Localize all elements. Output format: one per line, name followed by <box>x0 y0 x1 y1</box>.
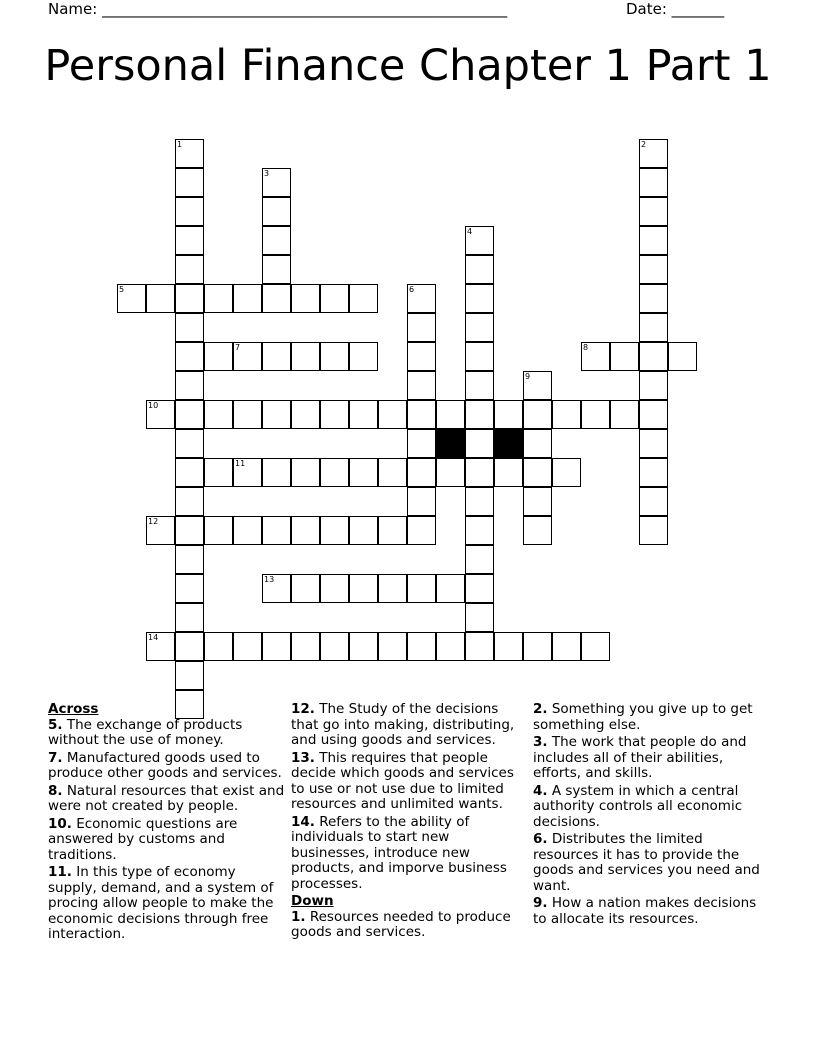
crossword-cell[interactable] <box>349 632 378 661</box>
clue-down-9 <box>533 896 771 927</box>
crossword-cell[interactable] <box>117 284 146 313</box>
crossword-cell[interactable] <box>349 458 378 487</box>
crossword-cell[interactable] <box>262 400 291 429</box>
crossword-cell[interactable] <box>175 168 204 197</box>
crossword-cell[interactable] <box>465 603 494 632</box>
crossword-cell[interactable] <box>552 458 581 487</box>
crossword-cell[interactable] <box>175 197 204 226</box>
crossword-cell[interactable] <box>639 429 668 458</box>
crossword-cell[interactable] <box>465 255 494 284</box>
clue-across-7 <box>48 751 286 782</box>
crossword-cell[interactable] <box>349 284 378 313</box>
clue-number: 5. <box>48 716 63 733</box>
crossword-cell[interactable] <box>639 255 668 284</box>
black-cell <box>494 429 523 458</box>
cell-number: 2 <box>641 140 647 149</box>
crossword-cell[interactable] <box>175 400 204 429</box>
page-title: Personal Finance Chapter 1 Part 1 <box>44 41 772 91</box>
cell-number: 8 <box>583 343 589 352</box>
crossword-cell[interactable] <box>407 487 436 516</box>
crossword-cell[interactable] <box>320 400 349 429</box>
clue-text: Manufactured goods used to produce other goods and services. <box>48 749 282 781</box>
crossword-cell[interactable] <box>233 516 262 545</box>
crossword-cell[interactable] <box>262 197 291 226</box>
crossword-cell[interactable] <box>349 516 378 545</box>
crossword-cell[interactable] <box>291 516 320 545</box>
crossword-cell[interactable] <box>262 168 291 197</box>
crossword-cell[interactable] <box>581 400 610 429</box>
black-cell <box>436 429 465 458</box>
crossword-cell[interactable] <box>175 487 204 516</box>
clue-text: How a nation makes decisions to allocate its resources. <box>533 895 757 927</box>
clue-text: This requires that people decide which goods and services to use or not use due to limited resources and unlimited wants. <box>291 749 514 812</box>
clue-number: 6. <box>533 831 548 847</box>
crossword-cell[interactable] <box>204 516 233 545</box>
crossword-cell[interactable] <box>175 284 204 313</box>
crossword-cell[interactable] <box>204 632 233 661</box>
date-field-label[interactable]: Date: _______ <box>626 0 725 18</box>
crossword-cell[interactable] <box>639 284 668 313</box>
crossword-cell[interactable] <box>349 400 378 429</box>
clue-across-13 <box>291 751 529 813</box>
cell-number: 9 <box>525 372 531 381</box>
crossword-cell[interactable] <box>668 342 697 371</box>
clue-across-14 <box>291 815 529 893</box>
crossword-cell[interactable] <box>175 313 204 342</box>
crossword-cell[interactable] <box>465 400 494 429</box>
crossword-cell[interactable] <box>349 342 378 371</box>
clue-down-3 <box>533 735 771 782</box>
crossword-cell[interactable] <box>175 574 204 603</box>
crossword-cell[interactable] <box>175 603 204 632</box>
cell-number: 14 <box>148 633 159 642</box>
crossword-cell[interactable] <box>523 632 552 661</box>
clues-column-1 <box>48 702 286 945</box>
crossword-cell[interactable] <box>639 342 668 371</box>
clue-text: The Study of the decisions that go into making, distributing, and using goods and services. <box>291 701 515 748</box>
clue-text: Economic questions are answered by customs and traditions. <box>48 815 238 863</box>
crossword-cell[interactable] <box>639 139 668 168</box>
crossword-cell[interactable] <box>407 313 436 342</box>
down-heading: Down <box>291 893 334 909</box>
crossword-cell[interactable] <box>175 632 204 661</box>
crossword-cell[interactable] <box>639 487 668 516</box>
crossword-cell[interactable] <box>465 458 494 487</box>
clue-number: 2. <box>533 701 548 717</box>
crossword-cell[interactable] <box>291 574 320 603</box>
crossword-cell[interactable] <box>175 371 204 400</box>
clue-across-12 <box>291 702 529 749</box>
cell-number: 5 <box>119 285 125 294</box>
clue-across-5 <box>48 718 286 749</box>
crossword-cell[interactable] <box>639 168 668 197</box>
crossword-cell[interactable] <box>233 458 262 487</box>
clue-down-4 <box>533 784 771 831</box>
crossword-cell[interactable] <box>378 400 407 429</box>
crossword-cell[interactable] <box>407 429 436 458</box>
crossword-cell[interactable] <box>436 574 465 603</box>
crossword-cell[interactable] <box>436 632 465 661</box>
crossword-cell[interactable] <box>262 255 291 284</box>
crossword-cell[interactable] <box>610 400 639 429</box>
crossword-cell[interactable] <box>581 342 610 371</box>
crossword-cell[interactable] <box>291 284 320 313</box>
clue-text: Resources needed to produce goods and services. <box>291 908 511 940</box>
clue-text: Refers to the ability of individuals to start new businesses, introduce new products, and imporve business processes. <box>291 813 507 892</box>
crossword-cell[interactable] <box>349 574 378 603</box>
crossword-cell[interactable] <box>494 458 523 487</box>
crossword-cell[interactable] <box>465 574 494 603</box>
clue-across-8 <box>48 784 286 815</box>
cell-number: 1 <box>177 140 183 149</box>
crossword-cell[interactable] <box>175 226 204 255</box>
crossword-cell[interactable] <box>291 400 320 429</box>
clue-across-10 <box>48 817 286 864</box>
crossword-cell[interactable] <box>523 400 552 429</box>
clue-number: 12. <box>291 701 315 717</box>
crossword-cell[interactable] <box>175 545 204 574</box>
clue-down-6 <box>533 832 771 894</box>
clue-number: 1. <box>291 908 306 925</box>
name-field-label[interactable]: Name: ______________________________________________________ <box>48 0 508 18</box>
crossword-cell[interactable] <box>175 342 204 371</box>
clue-down-2 <box>533 702 771 733</box>
crossword-cell[interactable] <box>175 429 204 458</box>
crossword-cell[interactable] <box>175 516 204 545</box>
clue-text: A system in which a central authority controls all economic decisions. <box>533 782 743 830</box>
crossword-cell[interactable] <box>552 400 581 429</box>
crossword-cell[interactable] <box>291 458 320 487</box>
clue-text: In this type of economy supply, demand, and a system of procing allow people to make the economic decisions through free interaction. <box>48 864 274 942</box>
crossword-cell[interactable] <box>204 284 233 313</box>
crossword-cell[interactable] <box>407 516 436 545</box>
clue-text: Distributes the limited resources it has to provide the goods and services you need and want. <box>533 831 760 894</box>
crossword-cell[interactable] <box>523 516 552 545</box>
clue-number: 9. <box>533 895 548 911</box>
crossword-cell[interactable] <box>320 632 349 661</box>
crossword-cell[interactable] <box>146 284 175 313</box>
clues-column-2 <box>291 702 529 943</box>
clue-number: 8. <box>48 782 63 799</box>
cell-number: 10 <box>148 401 159 410</box>
clue-text: Something you give up to get something else. <box>533 701 753 733</box>
crossword-cell[interactable] <box>320 342 349 371</box>
clue-number: 7. <box>48 749 63 766</box>
crossword-cell[interactable] <box>639 226 668 255</box>
cell-number: 4 <box>467 227 473 236</box>
crossword-cell[interactable] <box>378 574 407 603</box>
crossword-cell[interactable] <box>407 342 436 371</box>
crossword-cell[interactable] <box>262 226 291 255</box>
clue-number: 4. <box>533 782 548 799</box>
cell-number: 12 <box>148 517 159 526</box>
crossword-cell[interactable] <box>175 139 204 168</box>
crossword-cell[interactable] <box>465 313 494 342</box>
clue-number: 14. <box>291 813 315 830</box>
crossword-cell[interactable] <box>262 458 291 487</box>
crossword-cell[interactable] <box>233 400 262 429</box>
crossword-cell[interactable] <box>262 516 291 545</box>
crossword-cell[interactable] <box>378 458 407 487</box>
crossword-cell[interactable] <box>639 197 668 226</box>
crossword-cell[interactable] <box>262 574 291 603</box>
crossword-cell[interactable] <box>639 400 668 429</box>
crossword-cell[interactable] <box>378 516 407 545</box>
crossword-cell[interactable] <box>639 458 668 487</box>
clue-number: 3. <box>533 734 548 750</box>
clues-column-3 <box>533 702 771 929</box>
crossword-cell[interactable] <box>146 516 175 545</box>
crossword-cell[interactable] <box>407 458 436 487</box>
cell-number: 11 <box>235 459 246 468</box>
crossword-cell[interactable] <box>407 632 436 661</box>
crossword-cell[interactable] <box>581 632 610 661</box>
crossword-cell[interactable] <box>204 400 233 429</box>
crossword-cell[interactable] <box>291 342 320 371</box>
crossword-cell[interactable] <box>175 661 204 690</box>
crossword-cell[interactable] <box>175 458 204 487</box>
clue-text: The exchange of products without the use of money. <box>48 716 243 748</box>
crossword-cell[interactable] <box>291 632 320 661</box>
crossword-cell[interactable] <box>465 516 494 545</box>
crossword-cell[interactable] <box>465 545 494 574</box>
crossword-cell[interactable] <box>436 458 465 487</box>
cell-number: 13 <box>264 575 275 584</box>
crossword-cell[interactable] <box>262 284 291 313</box>
crossword-cell[interactable] <box>465 226 494 255</box>
cell-number: 3 <box>264 169 270 178</box>
crossword-cell[interactable] <box>146 400 175 429</box>
crossword-cell[interactable] <box>639 371 668 400</box>
crossword-cell[interactable] <box>320 284 349 313</box>
crossword-cell[interactable] <box>523 458 552 487</box>
crossword-cell[interactable] <box>204 342 233 371</box>
crossword-cell[interactable] <box>639 516 668 545</box>
crossword-cell[interactable] <box>378 632 407 661</box>
crossword-cell[interactable] <box>465 487 494 516</box>
clue-number: 13. <box>291 749 315 766</box>
cell-number: 7 <box>235 343 241 352</box>
clue-text: The work that people do and includes all of their abilities, efforts, and skills. <box>533 734 747 781</box>
crossword-cell[interactable] <box>523 371 552 400</box>
clue-text: Natural resources that exist and were not created by people. <box>48 782 285 814</box>
clue-down-1 <box>291 910 529 941</box>
crossword-cell[interactable] <box>407 371 436 400</box>
crossword-cell[interactable] <box>175 255 204 284</box>
clue-across-11 <box>48 865 286 943</box>
across-heading: Across <box>48 701 99 717</box>
crossword-cell[interactable] <box>465 429 494 458</box>
crossword-cell[interactable] <box>204 458 233 487</box>
crossword-cell[interactable] <box>523 487 552 516</box>
crossword-cell[interactable] <box>436 400 465 429</box>
crossword-cell[interactable] <box>320 458 349 487</box>
crossword-cell[interactable] <box>262 342 291 371</box>
crossword-cell[interactable] <box>233 632 262 661</box>
crossword-cell[interactable] <box>639 313 668 342</box>
crossword-cell[interactable] <box>610 342 639 371</box>
crossword-cell[interactable] <box>407 574 436 603</box>
cell-number: 6 <box>409 285 415 294</box>
crossword-cell[interactable] <box>233 284 262 313</box>
crossword-cell[interactable] <box>407 400 436 429</box>
crossword-cell[interactable] <box>146 632 175 661</box>
crossword-cell[interactable] <box>465 632 494 661</box>
crossword-cell[interactable] <box>233 342 262 371</box>
crossword-cell[interactable] <box>320 574 349 603</box>
crossword-cell[interactable] <box>552 632 581 661</box>
crossword-cell[interactable] <box>465 342 494 371</box>
crossword-cell[interactable] <box>407 284 436 313</box>
crossword-cell[interactable] <box>262 632 291 661</box>
clue-number: 11. <box>48 864 72 880</box>
clue-number: 10. <box>48 815 72 832</box>
crossword-cell[interactable] <box>465 371 494 400</box>
crossword-cell[interactable] <box>494 400 523 429</box>
crossword-cell[interactable] <box>465 284 494 313</box>
crossword-cell[interactable] <box>494 632 523 661</box>
crossword-cell[interactable] <box>523 429 552 458</box>
crossword-cell[interactable] <box>320 516 349 545</box>
